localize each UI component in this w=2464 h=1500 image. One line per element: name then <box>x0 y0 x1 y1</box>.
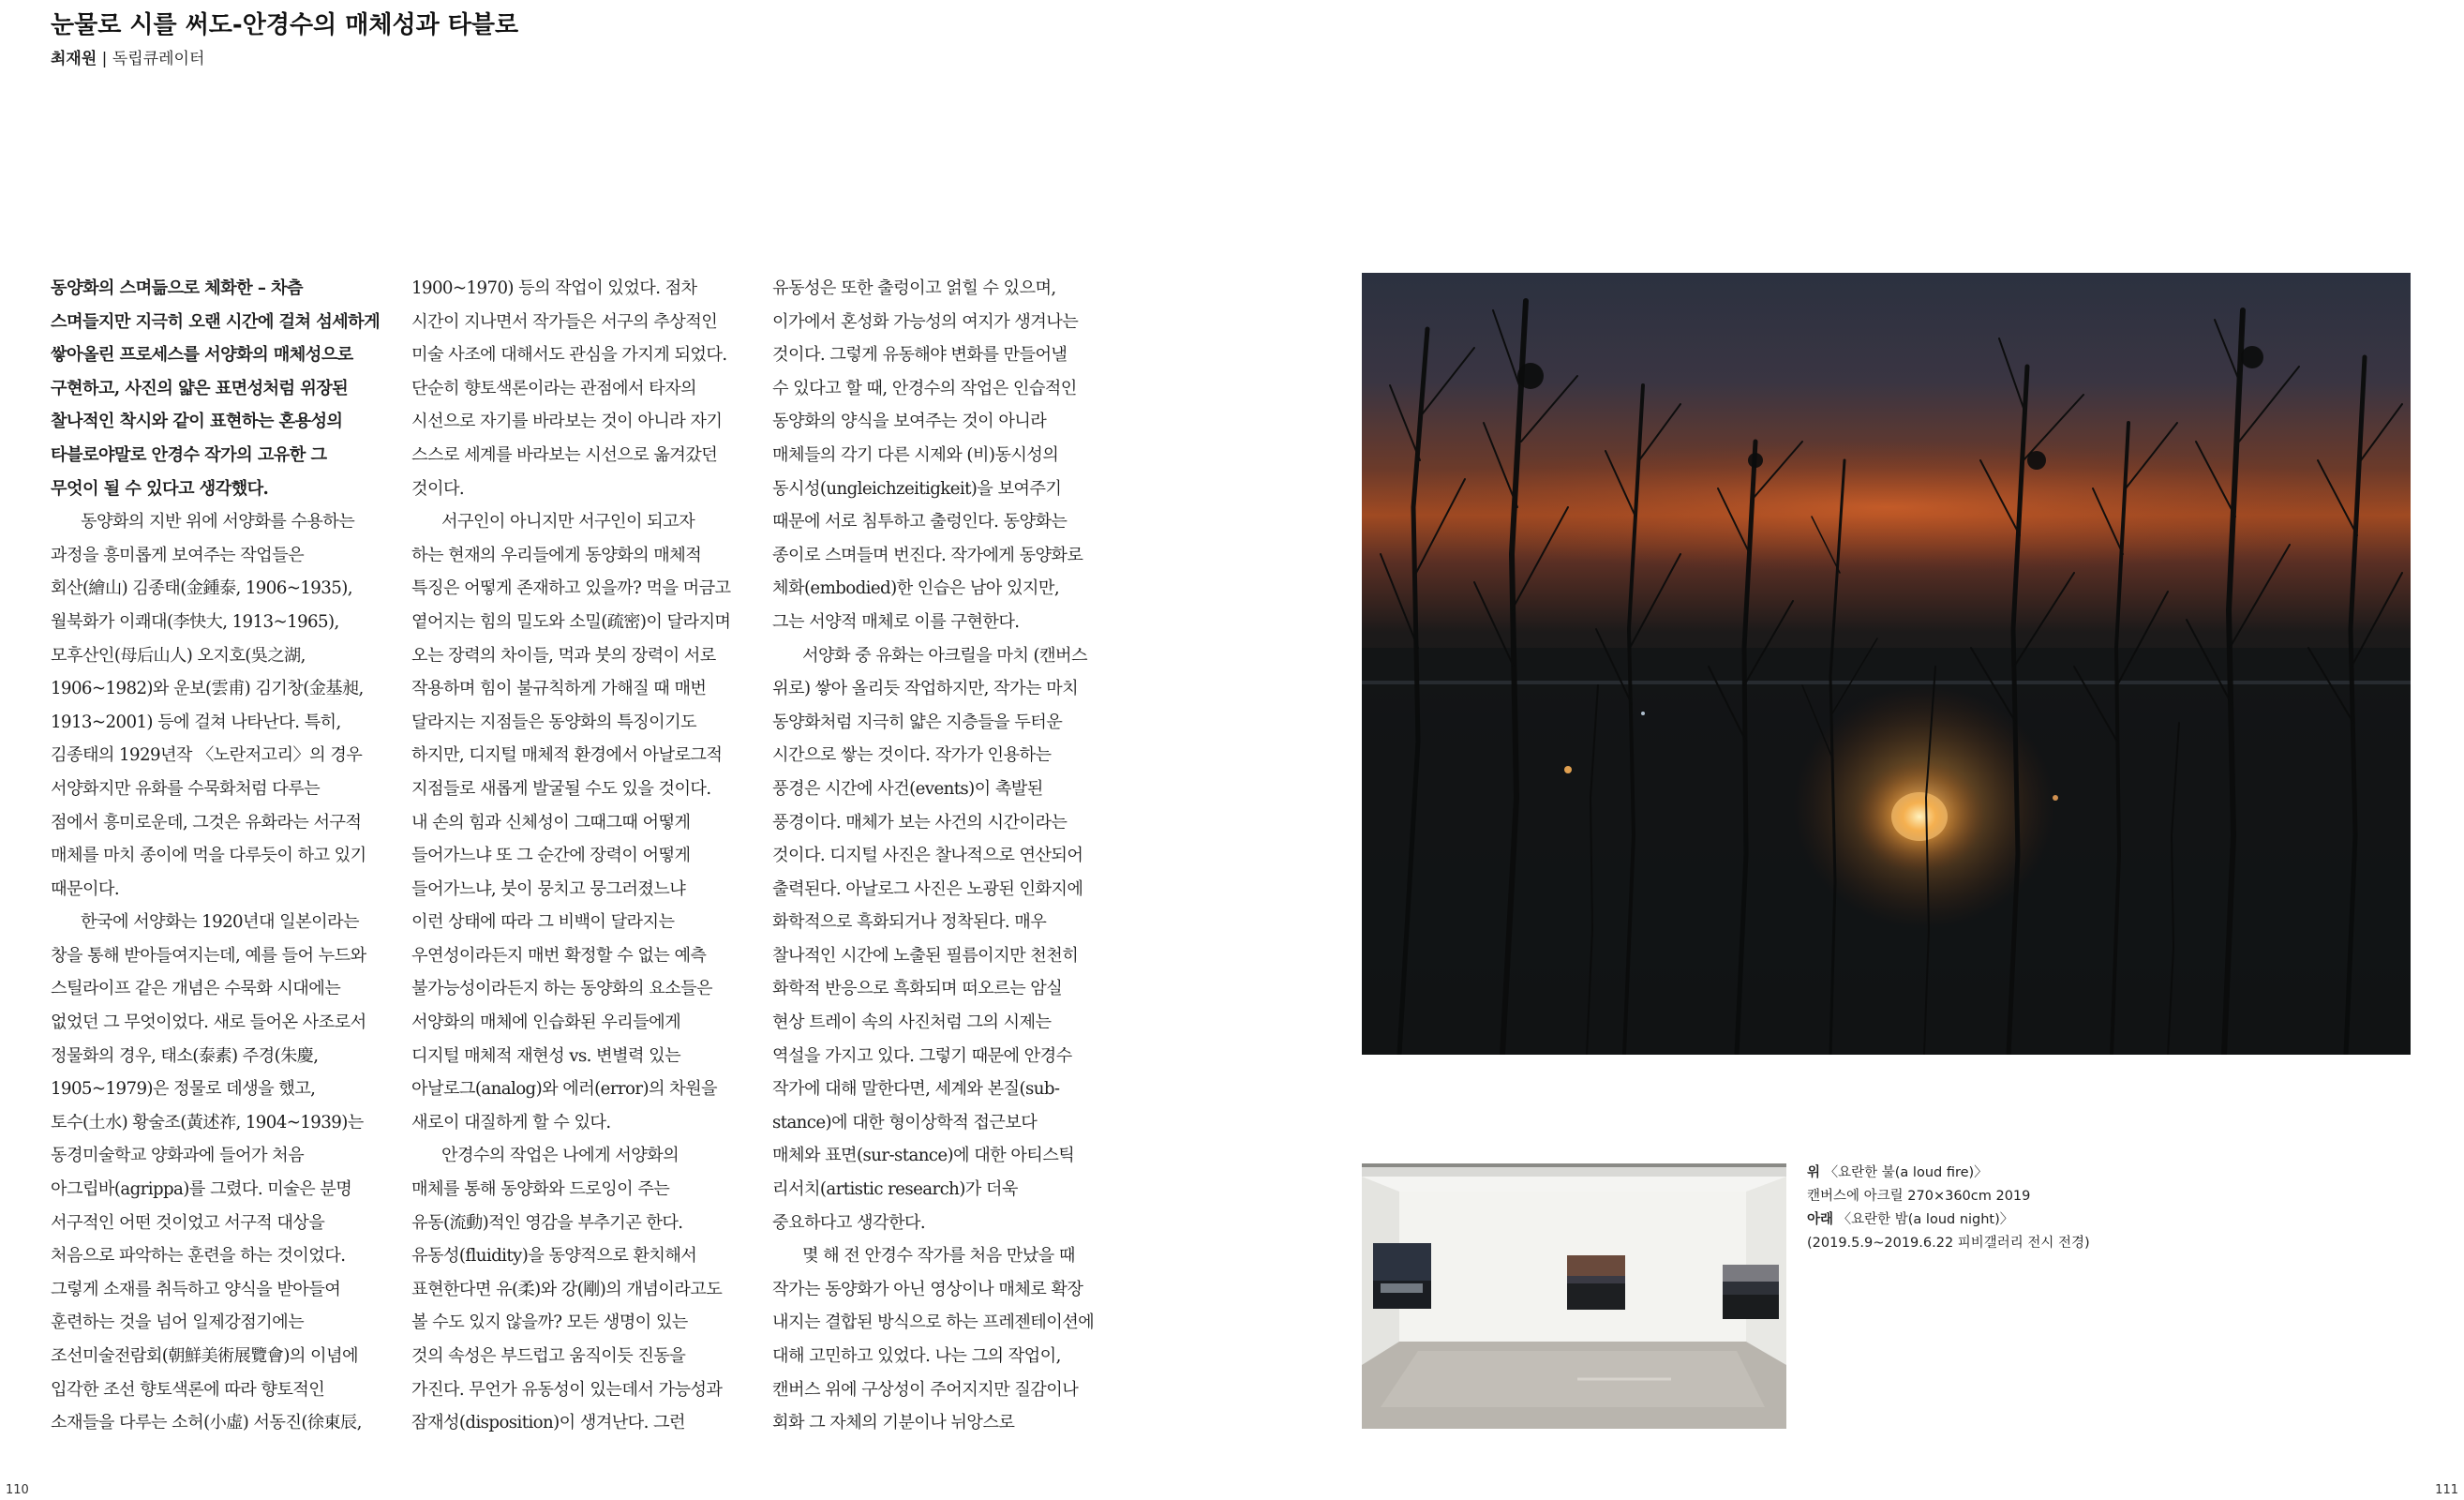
column-2-line: 표현한다면 유(柔)와 강(剛)의 개념이라고도 <box>411 1279 723 1299</box>
caption-top-line <box>1807 1162 2090 1185</box>
column-3-line: 매체와 표면(sur-stance)에 대한 아티스틱 <box>772 1146 1075 1166</box>
column-1-line: 찰나적인 착시와 같이 표현하는 혼용성의 <box>51 412 343 432</box>
column-3-line: 출력된다. 아날로그 사진은 노광된 인화지에 <box>772 878 1083 899</box>
caption-top-label: 위 <box>1807 1165 1821 1180</box>
column-1-line: 구현하고, 사진의 얇은 표면성처럼 위장된 <box>51 378 349 398</box>
column-1-line: 1913~2001) 등에 걸쳐 나타난다. 특히, <box>51 712 341 732</box>
column-1-line: 동경미술학교 양화과에 들어가 처음 <box>51 1146 305 1166</box>
column-2-line: 우연성이라든지 매번 확정할 수 없는 예측 <box>411 945 707 966</box>
column-1-line: 처음으로 파악하는 훈련을 하는 것이었다. <box>51 1246 346 1267</box>
column-2-line: 지점들로 새롭게 발굴될 수도 있을 것이다. <box>411 778 711 799</box>
column-1-line: 1905~1979)은 정물로 데생을 했고, <box>51 1079 316 1100</box>
column-1-line: 월북화가 이쾌대(李快大, 1913~1965), <box>51 611 339 632</box>
column-2-line: 오는 장력의 차이들, 먹과 붓의 장력이 서로 <box>411 645 716 666</box>
column-1-line: 때문이다. <box>51 878 120 899</box>
column-1-line: 스틸라이프 같은 개념은 수묵화 시대에는 <box>51 979 341 999</box>
column-2-line: 스스로 세계를 바라보는 시선으로 옮겨갔던 <box>411 444 718 465</box>
column-1-line: 소재들을 다루는 소허(小虛) 서동진(徐東辰, <box>51 1413 362 1433</box>
page-number-left: 110 <box>6 1483 29 1497</box>
column-2-line: 들어가느냐, 붓이 뭉치고 뭉그러졌느냐 <box>411 878 686 899</box>
column-1-line: 서양화지만 유화를 수묵화처럼 다루는 <box>51 778 321 799</box>
column-2-line: 특징은 어떻게 존재하고 있을까? 먹을 머금고 <box>411 578 731 599</box>
column-3-line: stance)에 대한 형이상학적 접근보다 <box>772 1112 1038 1132</box>
column-3-line: 풍경이다. 매체가 보는 사건의 시간이라는 <box>772 812 1068 832</box>
column-3-line: 그는 서양적 매체로 이를 구현한다. <box>772 611 1020 632</box>
column-2-line: 내 손의 힘과 신체성이 그때그때 어떻게 <box>411 812 691 832</box>
caption-bottom-label: 아래 <box>1807 1212 1834 1227</box>
column-2-line: 유동(流動)적인 영감을 부추기곤 한다. <box>411 1212 683 1233</box>
column-3-line: 것이다. 디지털 사진은 찰나적으로 연산되어 <box>772 846 1083 866</box>
column-1-line: 입각한 조선 향토색론에 따라 향토적인 <box>51 1379 325 1400</box>
column-3-line: 것이다. 그렇게 유동해야 변화를 만들어낼 <box>772 345 1068 366</box>
gallery-installation-view <box>1362 1163 1786 1429</box>
column-1-line: 정물화의 경우, 태소(泰素) 주경(朱慶, <box>51 1045 319 1066</box>
caption-top-title: 〈요란한 불(a loud fire)〉 <box>1824 1165 1988 1180</box>
column-3-line: 동양화의 양식을 보여주는 것이 아니라 <box>772 412 1047 432</box>
column-2-line: 서양화의 매체에 인습화된 우리들에게 <box>411 1012 681 1033</box>
column-1-line: 아그립바(agrippa)를 그렸다. 미술은 분명 <box>51 1179 352 1200</box>
column-1-line: 훈련하는 것을 넘어 일제강점기에는 <box>51 1312 305 1333</box>
column-3-line: 역설을 가지고 있다. 그렇기 때문에 안경수 <box>772 1045 1072 1066</box>
column-2-line: 불가능성이라든지 하는 동양화의 요소들은 <box>411 979 712 999</box>
column-2-line: 새로이 대질하게 할 수 있다. <box>411 1112 611 1132</box>
column-3-line: 체화(embodied)한 인습은 남아 있지만, <box>772 578 1060 599</box>
column-1-line: 과정을 흥미롭게 보여주는 작업들은 <box>51 545 305 565</box>
column-3-line: 매체들의 각기 다른 시제와 (비)동시성의 <box>772 444 1059 465</box>
column-3-line: 작가에 대해 말한다면, 세계와 본질(sub- <box>772 1079 1060 1100</box>
column-1-line: 조선미술전람회(朝鮮美術展覽會)의 이념에 <box>51 1346 358 1366</box>
byline-separator: | <box>97 50 112 68</box>
column-2-line: 안경수의 작업은 나에게 서양화의 <box>441 1146 679 1166</box>
column-3-line: 몇 해 전 안경수 작가를 처음 만났을 때 <box>802 1246 1075 1267</box>
column-2-line: 1900~1970) 등의 작업이 있었다. 점차 <box>411 278 697 298</box>
column-1-line: 타블로야말로 안경수 작가의 고유한 그 <box>51 444 327 465</box>
column-3-line: 대해 고민하고 있었다. 나는 그의 작업이, <box>772 1346 1061 1366</box>
column-3-line: 중요하다고 생각한다. <box>772 1212 926 1233</box>
column-1-line: 회산(繪山) 김종태(金鍾泰, 1906~1935), <box>51 578 352 599</box>
column-2-line: 가진다. 무언가 유동성이 있는데서 가능성과 <box>411 1379 723 1400</box>
column-2-line: 들어가느냐 또 그 순간에 장력이 어떻게 <box>411 846 691 866</box>
caption-bottom-detail: (2019.5.9~2019.6.22 피비갤러리 전시 전경) <box>1807 1236 2090 1251</box>
column-2-line: 미술 사조에 대해서도 관심을 가지게 되었다. <box>411 345 727 366</box>
column-3-line: 수 있다고 할 때, 안경수의 작업은 인습적인 <box>772 378 1077 398</box>
column-2-line: 시선으로 자기를 바라보는 것이 아니라 자기 <box>411 412 723 432</box>
column-2-line: 하지만, 디지털 매체적 환경에서 아날로그적 <box>411 745 723 766</box>
column-2-line: 옅어지는 힘의 밀도와 소밀(疏密)이 달라지며 <box>411 611 731 632</box>
column-2-line: 잠재성(disposition)이 생겨난다. 그런 <box>411 1413 685 1433</box>
column-2-line: 시간이 지나면서 작가들은 서구의 추상적인 <box>411 311 718 332</box>
column-3-line: 현상 트레이 속의 사진처럼 그의 시제는 <box>772 1012 1052 1033</box>
column-2-line: 단순히 향토색론이라는 관점에서 타자의 <box>411 378 697 398</box>
column-1-line: 창을 통해 받아들여지는데, 예를 들어 누드와 <box>51 945 366 966</box>
column-3-line: 화학적으로 흑화되거나 정착된다. 매우 <box>772 912 1047 933</box>
text-column-1 <box>51 272 380 1440</box>
column-1-line: 서구적인 어떤 것이었고 서구적 대상을 <box>51 1212 325 1233</box>
caption-bottom-title: 〈요란한 밤(a loud night)〉 <box>1837 1212 2014 1227</box>
column-2-line: 달라지는 지점들은 동양화의 특징이기도 <box>411 712 697 732</box>
column-2-line: 작용하며 힘이 불규칙하게 가해질 때 매번 <box>411 679 707 699</box>
column-2-line: 아날로그(analog)와 에러(error)의 차원을 <box>411 1079 718 1100</box>
text-column-3 <box>772 272 1094 1440</box>
column-1-line: 김종태의 1929년작 〈노란저고리〉의 경우 <box>51 745 363 766</box>
caption-top-detail: 캔버스에 아크릴 270×360cm 2019 <box>1807 1189 2031 1204</box>
column-1-line: 스며들지만 지극히 오랜 시간에 걸쳐 섬세하게 <box>51 311 381 332</box>
column-2-line: 매체를 통해 동양화와 드로잉이 주는 <box>411 1179 670 1200</box>
column-3-line: 때문에 서로 침투하고 출렁인다. 동양화는 <box>772 512 1068 532</box>
column-3-line: 서양화 중 유화는 아크릴을 마치 (캔버스 <box>802 645 1087 666</box>
article-title: 눈물로 시를 써도-안경수의 매체성과 타블로 <box>51 11 519 39</box>
column-2-line: 것의 속성은 부드럽고 움직이듯 진동을 <box>411 1346 686 1366</box>
column-3-line: 동양화처럼 지극히 얇은 지층들을 두터운 <box>772 712 1063 732</box>
column-1-line: 없었던 그 무엇이었다. 새로 들어온 사조로서 <box>51 1012 366 1033</box>
column-3-line: 유동성은 또한 출렁이고 얽힐 수 있으며, <box>772 278 1056 298</box>
column-1-line: 모후산인(母后山人) 오지호(吳之湖, <box>51 645 306 666</box>
column-3-line: 화학적 반응으로 흑화되며 떠오르는 암실 <box>772 979 1063 999</box>
column-3-line: 찰나적인 시간에 노출된 필름이지만 천천히 <box>772 945 1079 966</box>
column-3-line: 동시성(ungleichzeitigkeit)을 보여주기 <box>772 478 1062 499</box>
column-2-line: 서구인이 아니지만 서구인이 되고자 <box>441 512 695 532</box>
caption-bottom-line <box>1807 1208 2090 1232</box>
column-1-line: 한국에 서양화는 1920년대 일본이라는 <box>81 912 359 933</box>
column-2-line: 하는 현재의 우리들에게 동양화의 매체적 <box>411 545 702 565</box>
column-2-line: 것이다. <box>411 478 465 499</box>
column-3-line: 작가는 동양화가 아닌 영상이나 매체로 확장 <box>772 1279 1083 1299</box>
column-3-line: 리서치(artistic research)가 더욱 <box>772 1179 1018 1200</box>
column-1-line: 동양화의 지반 위에 서양화를 수용하는 <box>81 512 355 532</box>
column-3-line: 위로) 쌓아 올리듯 작업하지만, 작가는 마치 <box>772 679 1079 699</box>
byline <box>51 45 204 68</box>
painting-a-loud-fire <box>1362 273 2411 1055</box>
column-2-line: 유동성(fluidity)을 동양적으로 환치해서 <box>411 1246 697 1267</box>
column-2-line: 이런 상태에 따라 그 비백이 달라지는 <box>411 912 675 933</box>
gallery-room-icon <box>1362 1163 1786 1429</box>
author-role: 독립큐레이터 <box>112 50 205 68</box>
column-3-line: 캔버스 위에 구상성이 주어지지만 질감이나 <box>772 1379 1079 1400</box>
column-2-line: 볼 수도 있지 않을까? 모든 생명이 있는 <box>411 1312 688 1333</box>
column-1-line: 쌓아올린 프로세스를 서양화의 매체성으로 <box>51 345 353 366</box>
column-2-line: 디지털 매체적 재현성 vs. 변별력 있는 <box>411 1045 681 1066</box>
column-1-line: 매체를 마치 종이에 먹을 다루듯이 하고 있기 <box>51 846 366 866</box>
column-3-line: 내지는 결합된 방식으로 하는 프레젠테이션에 <box>772 1312 1095 1333</box>
column-1-line: 점에서 흥미로운데, 그것은 유화라는 서구적 <box>51 812 362 832</box>
column-3-line: 시간으로 쌓는 것이다. 작가가 인용하는 <box>772 745 1052 766</box>
column-3-line: 풍경은 시간에 사건(events)이 촉발된 <box>772 778 1043 799</box>
column-3-line: 종이로 스며들며 번진다. 작가에게 동양화로 <box>772 545 1083 565</box>
column-1-line: 그렇게 소재를 취득하고 양식을 받아들여 <box>51 1279 341 1299</box>
column-1-line: 무엇이 될 수 있다고 생각했다. <box>51 478 269 499</box>
author-name: 최재원 <box>51 50 97 68</box>
night-landscape-artwork-icon <box>1362 273 2411 1055</box>
page-number-right: 111 <box>2435 1483 2458 1497</box>
figure-caption <box>1807 1162 2090 1255</box>
column-3-line: 회화 그 자체의 기분이나 뉘앙스로 <box>772 1413 1015 1433</box>
column-1-line: 1906~1982)와 운보(雲甫) 김기창(金基昶, <box>51 679 364 699</box>
column-1-line: 동양화의 스며듦으로 체화한 – 차츰 <box>51 278 303 298</box>
text-column-2 <box>411 272 731 1440</box>
column-1-line: 토수(土水) 황술조(黃述祚, 1904~1939)는 <box>51 1112 364 1132</box>
column-3-line: 이가에서 혼성화 가능성의 여지가 생겨나는 <box>772 311 1079 332</box>
